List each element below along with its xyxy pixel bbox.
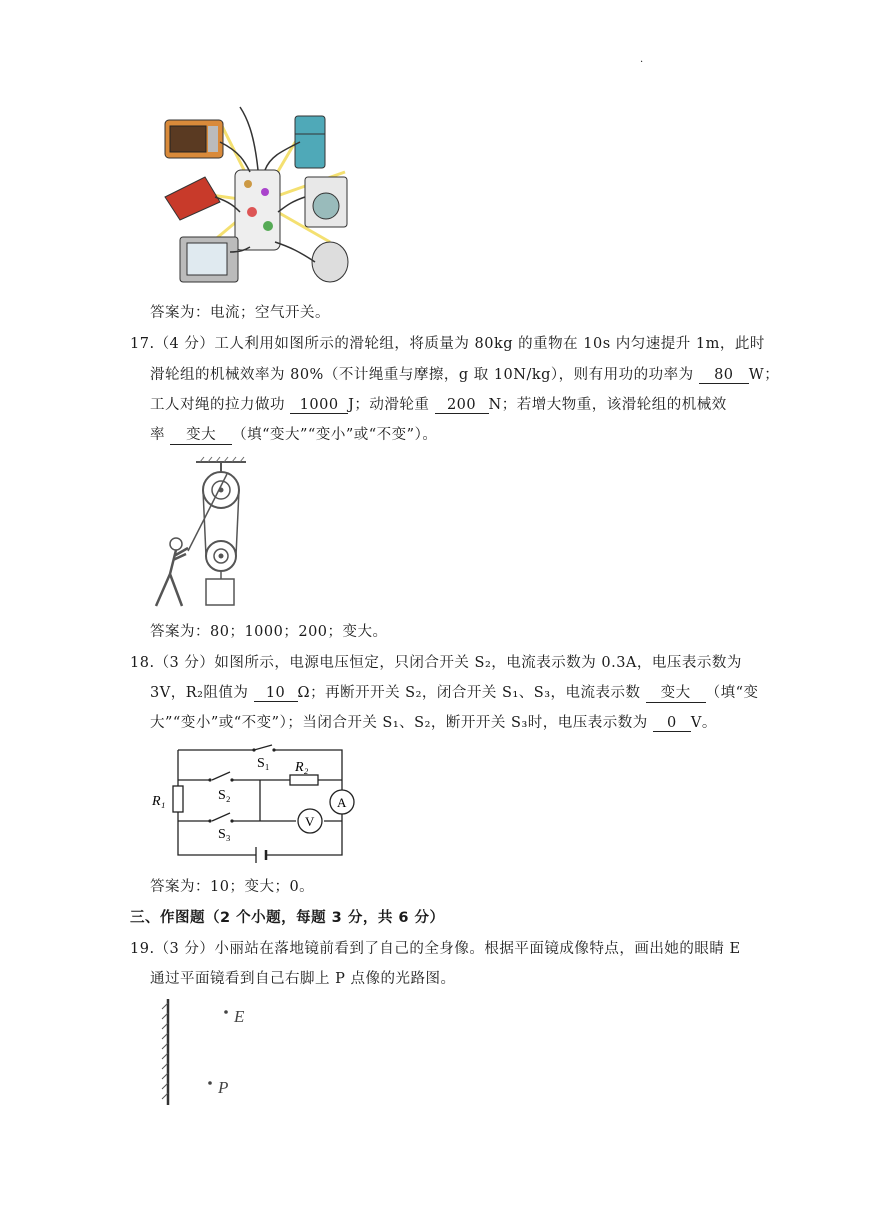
q18-text-3a: 大”“变小”或“不变”）；当闭合开关 S₁、S₂，断开开关 S₃时，电压表示数为 (150, 715, 648, 731)
q17-line-1 (130, 332, 765, 353)
label-s3: S₃ (218, 827, 231, 842)
q17-text-4a: 率 (150, 427, 165, 443)
q17-score: （4 分） (154, 336, 215, 352)
q17-text-2: 滑轮组的机械效率为 80%（不计绳重与摩擦，g 取 10N/kg），则有用功的功率为 (150, 367, 694, 383)
label-r1: R₁ (152, 794, 166, 809)
q19-text-1: 小丽站在落地镜前看到了自己的全身像。根据平面镜成像特点，画出她的眼睛 E (214, 941, 741, 957)
q18-answer: 答案为：10；变大；0。 (150, 879, 315, 895)
q17-text-4b: （填“变大”“变小”或“不变”）。 (232, 427, 438, 443)
q18-line-1 (130, 651, 742, 672)
q19-score: （3 分） (154, 941, 215, 957)
section-3-heading: 三、作图题（2 个小题，每题 3 分，共 6 分） (130, 910, 445, 926)
q18-text-2a: 3V，R₂阻值为 (150, 685, 249, 701)
q18-text-2b: Ω；再断开开关 S₂，闭合开关 S₁、S₃，电流表示数 (297, 685, 641, 701)
q18-number: 18. (130, 655, 155, 671)
q19-line-2: 通过平面镜看到自己右脚上 P 点像的光路图。 (150, 971, 456, 987)
q18-text-2c: （填“变 (705, 685, 759, 701)
label-s2: S₂ (218, 788, 231, 803)
q16-answer: 答案为：电流；空气开关。 (150, 305, 330, 321)
voltmeter-symbol: V (305, 814, 315, 829)
q17-answer: 答案为：80；1000；200；变大。 (150, 624, 388, 640)
q17-number: 17. (130, 336, 155, 352)
q17-line-4 (150, 423, 437, 445)
circuit-diagram (150, 740, 365, 865)
q18-score: （3 分） (154, 655, 215, 671)
mirror-diagram (150, 995, 260, 1110)
q17-text-3b: J；动滑轮重 (348, 397, 430, 413)
q17-unit-power: W； (748, 367, 780, 383)
overloaded-socket-illustration (160, 102, 365, 290)
q17-blank-work: 1000 (290, 397, 348, 414)
label-p: P (218, 1078, 229, 1097)
ammeter-symbol: A (337, 795, 347, 810)
q18-text-3b: V。 (690, 715, 717, 731)
q18-text-1: 如图所示，电源电压恒定，只闭合开关 S₂，电流表示数为 0.3A，电压表示数为 (214, 655, 742, 671)
pulley-system-illustration (148, 456, 248, 612)
label-r2: R₂ (295, 760, 309, 775)
label-s1: S₁ (257, 756, 270, 771)
q17-line-2 (150, 363, 779, 384)
q19-line-1 (130, 937, 741, 958)
q18-blank-current: 变大 (646, 681, 706, 703)
q17-line-3 (150, 393, 727, 414)
q18-line-3 (150, 711, 717, 732)
q17-blank-power: 80 (699, 367, 749, 384)
q18-blank-voltage: 0 (653, 715, 691, 732)
label-e: E (234, 1007, 245, 1026)
q18-blank-resistance: 10 (254, 685, 298, 702)
q17-blank-weight: 200 (435, 397, 489, 414)
q17-blank-efficiency: 变大 (170, 423, 232, 445)
q17-text-3a: 工人对绳的拉力做功 (150, 397, 285, 413)
q18-line-2 (150, 681, 759, 703)
q17-text-3c: N；若增大物重，该滑轮组的机械效 (488, 397, 727, 413)
q17-text-1: 工人利用如图所示的滑轮组，将质量为 80kg 的重物在 10s 内匀速提升 1m，此时 (214, 336, 765, 352)
page-marker: . (640, 54, 644, 65)
q19-number: 19. (130, 941, 155, 957)
